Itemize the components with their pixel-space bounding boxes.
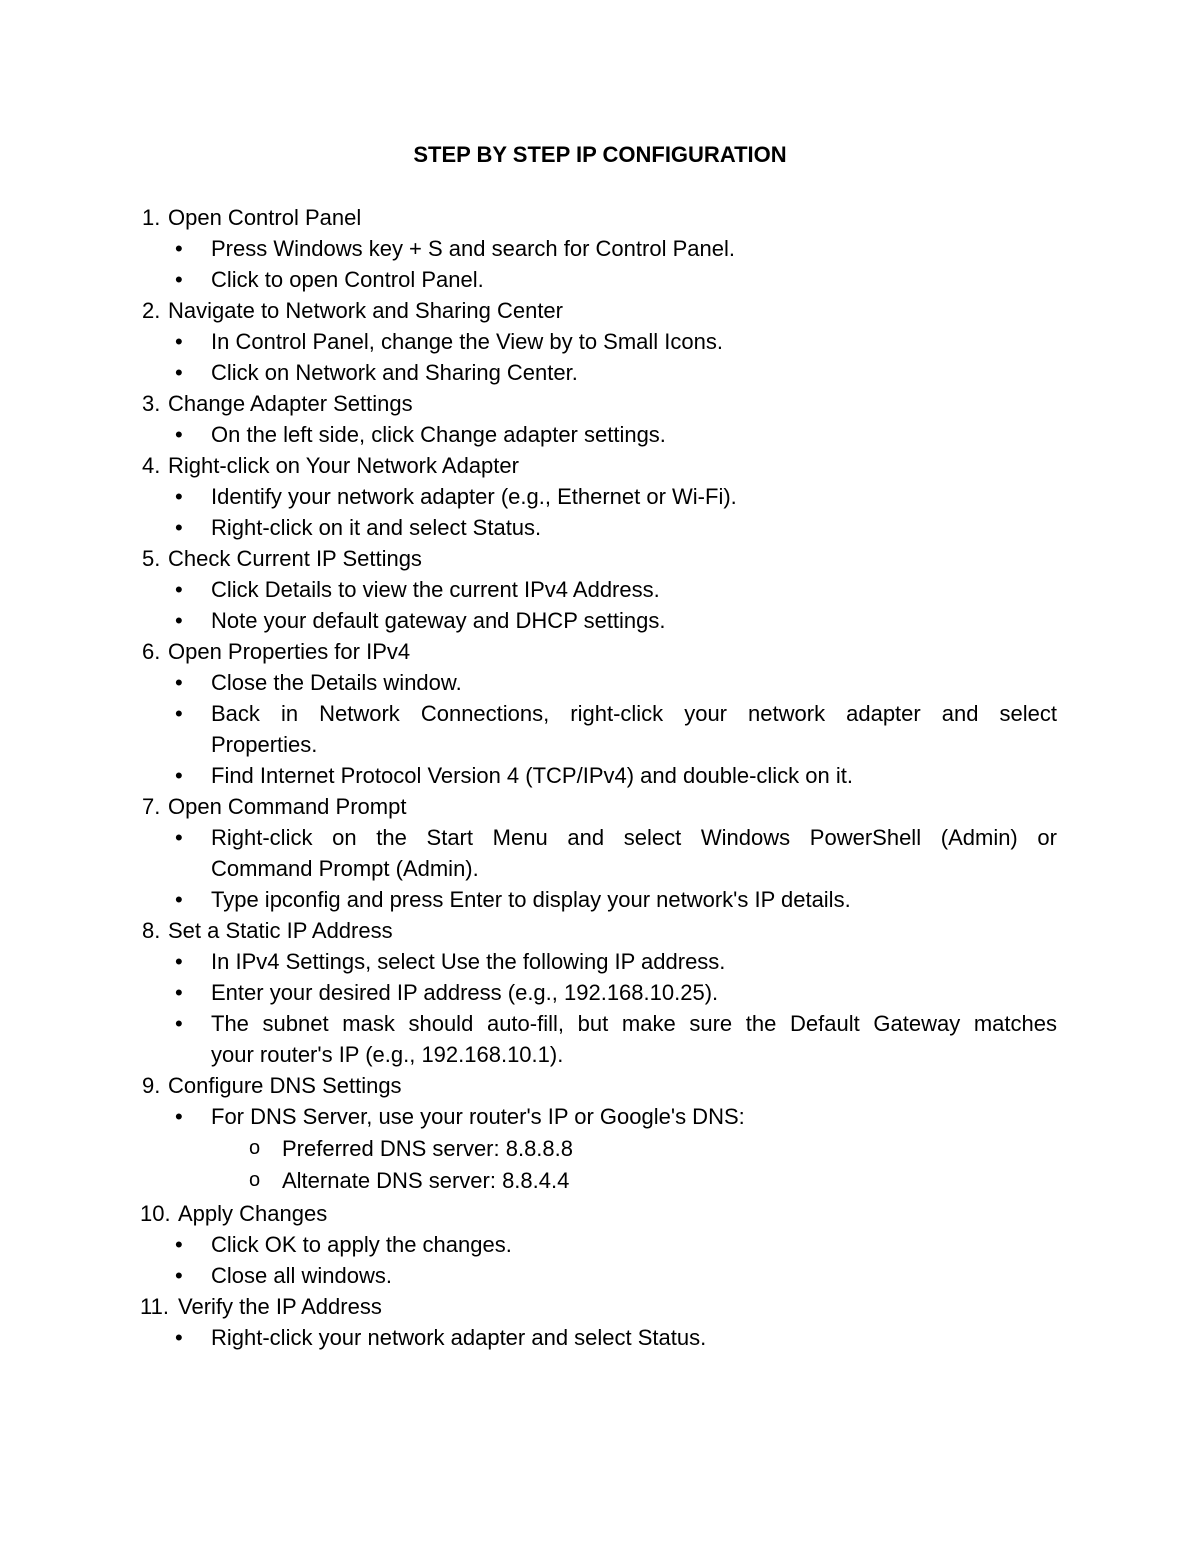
list-item-text: Close all windows. xyxy=(211,1263,392,1288)
list-item-text: Identify your network adapter (e.g., Ethernet or Wi-Fi). xyxy=(211,484,737,509)
bullet-icon: • xyxy=(175,1325,183,1350)
bullet-icon: • xyxy=(175,1011,183,1036)
bullet-icon: • xyxy=(175,329,183,354)
bullet-icon: • xyxy=(175,670,183,695)
step-number: 9. xyxy=(142,1073,161,1098)
step-title: Open Properties for IPv4 xyxy=(168,639,411,664)
step-title: Apply Changes xyxy=(178,1201,328,1226)
list-item-text: Find Internet Protocol Version 4 (TCP/IPv4) and double-click on it. xyxy=(211,763,853,788)
step-number: 10. xyxy=(140,1201,171,1226)
list-item-text: Type ipconfig and press Enter to display your network's IP details. xyxy=(211,887,851,912)
step-number: 2. xyxy=(142,298,161,323)
page-title: STEP BY STEP IP CONFIGURATION xyxy=(413,142,787,167)
bullet-icon: • xyxy=(175,360,183,385)
step-number: 11. xyxy=(140,1294,169,1319)
step-number: 8. xyxy=(142,918,161,943)
step-title: Verify the IP Address xyxy=(178,1294,382,1319)
list-item-text: Right-click on it and select Status. xyxy=(211,515,542,540)
step-number: 7. xyxy=(142,794,161,819)
bullet-icon: • xyxy=(175,701,183,726)
list-item-text: Right-click your network adapter and select Status. xyxy=(211,1325,707,1350)
list-item-text: Back in Network Connections, right-click your network adapter and select xyxy=(211,701,1057,726)
bullet-icon: • xyxy=(175,887,183,912)
bullet-icon: • xyxy=(175,763,183,788)
step-title: Configure DNS Settings xyxy=(168,1073,402,1098)
bullet-icon: • xyxy=(175,267,183,292)
step-title: Open Control Panel xyxy=(168,205,362,230)
list-item-text: your router's IP (e.g., 192.168.10.1). xyxy=(211,1042,564,1067)
step-number: 1. xyxy=(142,205,161,230)
sub-list-item-text: Alternate DNS server: 8.8.4.4 xyxy=(282,1168,570,1193)
step-title: Check Current IP Settings xyxy=(168,546,422,571)
step-title: Set a Static IP Address xyxy=(168,918,393,943)
bullet-icon: • xyxy=(175,484,183,509)
list-item-text: Click on Network and Sharing Center. xyxy=(211,360,578,385)
list-item-text: Right-click on the Start Menu and select Windows PowerShell (Admin) or xyxy=(211,825,1057,850)
bullet-icon: • xyxy=(175,422,183,447)
step-title: Navigate to Network and Sharing Center xyxy=(168,298,563,323)
circle-bullet-icon: o xyxy=(249,1169,261,1191)
step-title: Change Adapter Settings xyxy=(168,391,413,416)
list-item-text: In IPv4 Settings, select Use the following IP address. xyxy=(211,949,726,974)
list-item-text: On the left side, click Change adapter settings. xyxy=(211,422,666,447)
list-item-text: Command Prompt (Admin). xyxy=(211,856,479,881)
bullet-icon: • xyxy=(175,825,183,850)
step-number: 3. xyxy=(142,391,161,416)
step-number: 4. xyxy=(142,453,161,478)
step-number: 5. xyxy=(142,546,161,571)
bullet-icon: • xyxy=(175,236,183,261)
circle-bullet-icon: o xyxy=(249,1137,261,1159)
bullet-icon: • xyxy=(175,1263,183,1288)
list-item-text: Properties. xyxy=(211,732,318,757)
list-item-text: For DNS Server, use your router's IP or Google's DNS: xyxy=(211,1104,745,1129)
bullet-icon: • xyxy=(175,608,183,633)
list-item-text: Click Details to view the current IPv4 Address. xyxy=(211,577,660,602)
list-item-text: Press Windows key + S and search for Control Panel. xyxy=(211,236,735,261)
list-item-text: In Control Panel, change the View by to Small Icons. xyxy=(211,329,723,354)
step-number: 6. xyxy=(142,639,161,664)
bullet-icon: • xyxy=(175,949,183,974)
bullet-icon: • xyxy=(175,515,183,540)
list-item-text: Close the Details window. xyxy=(211,670,462,695)
step-title: Open Command Prompt xyxy=(168,794,407,819)
list-item-text: Click OK to apply the changes. xyxy=(211,1232,512,1257)
list-item-text: Note your default gateway and DHCP settings. xyxy=(211,608,666,633)
sub-list-item-text: Preferred DNS server: 8.8.8.8 xyxy=(282,1136,574,1161)
bullet-icon: • xyxy=(175,577,183,602)
list-item-text: Click to open Control Panel. xyxy=(211,267,484,292)
list-item-text: The subnet mask should auto-fill, but make sure the Default Gateway matches xyxy=(211,1011,1057,1036)
bullet-icon: • xyxy=(175,1104,183,1129)
bullet-icon: • xyxy=(175,980,183,1005)
step-title: Right-click on Your Network Adapter xyxy=(168,453,519,478)
list-item-text: Enter your desired IP address (e.g., 192.168.10.25). xyxy=(211,980,719,1005)
bullet-icon: • xyxy=(175,1232,183,1257)
